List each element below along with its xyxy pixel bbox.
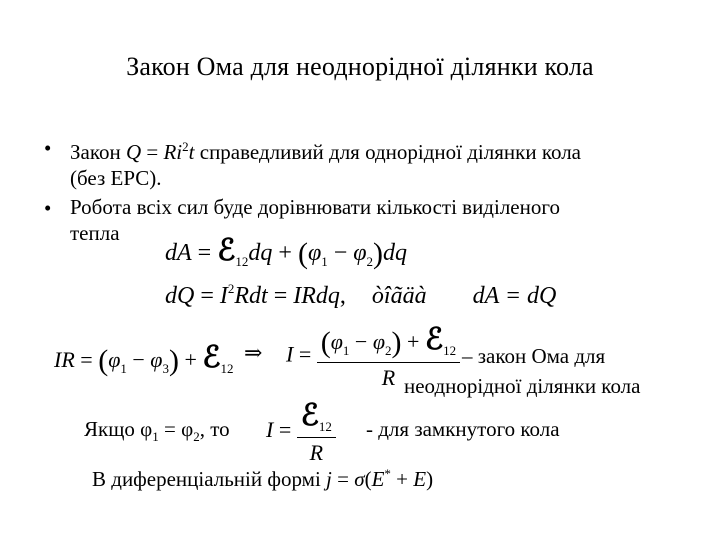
closed-circuit-suffix: - для замкнутого кола bbox=[366, 417, 560, 441]
closed-circuit-prefix bbox=[84, 417, 230, 445]
num-close: ) bbox=[391, 326, 402, 359]
diff-sigma: σ bbox=[354, 467, 365, 491]
closed-num-eps-sub: 12 bbox=[318, 419, 332, 434]
bullet-1-t: t bbox=[188, 140, 195, 164]
formula-dA-eps: ℰ bbox=[217, 234, 236, 267]
formula-dA-dq1: dq bbox=[248, 240, 273, 266]
formula-dA-phi1-sub: 1 bbox=[321, 254, 328, 269]
bullet-1-exp: 2 bbox=[182, 139, 189, 154]
formula-dA-open: ( bbox=[297, 237, 308, 270]
formula-dQ-eq1: = bbox=[194, 283, 220, 309]
num-phi1-sub: 1 bbox=[342, 343, 350, 358]
num-open: ( bbox=[320, 326, 331, 359]
ohm-label-line2: неоднорідної ділянки кола bbox=[404, 374, 641, 398]
formula-dA-eps-sub: 12 bbox=[235, 254, 249, 269]
diff-eq: = bbox=[331, 467, 355, 491]
bullet-marker-1: • bbox=[44, 136, 52, 160]
num-phi2-sub: 2 bbox=[385, 343, 392, 358]
formula-IR-eps-sub: 12 bbox=[220, 361, 234, 376]
formula-I-i: I bbox=[286, 341, 294, 367]
diff-prefix: В диференціальній формі bbox=[92, 467, 327, 491]
bullet-1-line2: (без ЕРС). bbox=[70, 166, 162, 190]
formula-IR-phi1-sub: 1 bbox=[120, 361, 127, 376]
closed-sub1: 1 bbox=[152, 429, 159, 445]
formula-dA-minus: − bbox=[327, 240, 354, 266]
diff-plus: + bbox=[390, 467, 414, 491]
formula-IR-close: ) bbox=[168, 344, 179, 377]
num-plus: + bbox=[401, 329, 425, 354]
formula-IR-open: ( bbox=[98, 344, 109, 377]
formula-dA-phi2: φ bbox=[353, 240, 367, 266]
formula-closed-fraction bbox=[297, 398, 336, 466]
bullet-1-eq: = bbox=[141, 140, 164, 164]
formula-arrow bbox=[244, 340, 262, 366]
num-phi2: φ bbox=[372, 329, 386, 354]
formula-IR-eps: ℰ bbox=[202, 341, 221, 374]
formula-dA-close: ) bbox=[373, 237, 384, 270]
formula-dA-plus: + bbox=[272, 240, 298, 266]
formula-dQ-rhs: dA = dQ bbox=[472, 283, 557, 309]
num-minus: − bbox=[349, 329, 373, 354]
formula-IR-phi2: φ bbox=[150, 347, 163, 372]
num-eps: ℰ bbox=[424, 323, 444, 356]
formula-dA-lhs: dA bbox=[165, 240, 192, 266]
formula-closed-denominator: R bbox=[309, 440, 324, 465]
formula-closed-i: I bbox=[266, 417, 274, 443]
slide-title: Закон Ома для неоднорідної ділянки кола bbox=[126, 52, 594, 81]
bullet-1-ri: Ri bbox=[163, 140, 183, 164]
diff-E2: E bbox=[413, 467, 427, 491]
closed-prefix: Якщо φ bbox=[84, 417, 153, 441]
bullet-1-prefix: Закон bbox=[70, 140, 126, 164]
num-eps-sub: 12 bbox=[443, 343, 457, 358]
formula-dQ-garbled: òîãäà bbox=[371, 283, 427, 309]
formula-dA-dq2: dq bbox=[383, 240, 408, 266]
diff-j: j bbox=[326, 467, 332, 491]
closed-mid: = φ bbox=[158, 417, 194, 441]
bullet-2-line1: Робота всіх сил буде дорівнювати кількості виділеного bbox=[70, 195, 560, 219]
num-phi1: φ bbox=[330, 329, 343, 354]
formula-closed bbox=[266, 398, 336, 466]
formula-closed-eq: = bbox=[273, 417, 297, 443]
bullet-1-suffix: справедливий для однорідної ділянки кола bbox=[194, 140, 581, 164]
bullet-marker-2: • bbox=[44, 196, 52, 220]
formula-IR-minus: − bbox=[126, 347, 151, 372]
formula-dA bbox=[165, 233, 407, 271]
diff-open: ( bbox=[364, 467, 372, 491]
implies-arrow: ⇒ bbox=[244, 340, 263, 365]
diff-E1: E bbox=[371, 467, 385, 491]
formula-IR-eq: = bbox=[74, 347, 99, 372]
formula-dQ-irdq: IRdq bbox=[293, 283, 340, 309]
formula-dQ bbox=[165, 281, 556, 310]
formula-dQ-comma: , bbox=[339, 283, 346, 309]
formula-IR-plus: + bbox=[178, 347, 203, 372]
bullet-1-q: Q bbox=[125, 140, 142, 164]
formula-dQ-isup: 2 bbox=[227, 281, 235, 296]
formula-IR-phi2-sub: 3 bbox=[162, 361, 169, 376]
diff-close: ) bbox=[426, 467, 434, 491]
formula-dQ-lhs: dQ bbox=[165, 283, 195, 309]
formula-dA-phi1: φ bbox=[307, 240, 322, 266]
formula-closed-numerator bbox=[297, 398, 336, 438]
differential-form-line bbox=[92, 466, 433, 492]
formula-dQ-eq2: = bbox=[267, 283, 294, 309]
bullet-2-line2: тепла bbox=[70, 221, 120, 245]
closed-sub2: 2 bbox=[193, 429, 200, 445]
ohm-label-line1: – закон Ома для bbox=[462, 344, 606, 368]
closed-num-eps: ℰ bbox=[300, 399, 319, 432]
formula-dQ-rdt: Rdt bbox=[234, 283, 268, 309]
closed-to: , то bbox=[199, 417, 230, 441]
formula-IR bbox=[54, 340, 234, 378]
formula-I-denominator: R bbox=[381, 365, 396, 390]
bullet-1-text bbox=[70, 134, 581, 191]
formula-I-numerator bbox=[317, 322, 460, 363]
formula-dA-eq: = bbox=[191, 240, 218, 266]
diff-star: * bbox=[384, 466, 391, 481]
formula-I-eq: = bbox=[293, 341, 317, 367]
formula-IR-ir: IR bbox=[54, 347, 75, 372]
formula-dQ-i: I bbox=[219, 283, 228, 309]
formula-dA-phi2-sub: 2 bbox=[366, 254, 374, 269]
formula-IR-phi1: φ bbox=[108, 347, 121, 372]
